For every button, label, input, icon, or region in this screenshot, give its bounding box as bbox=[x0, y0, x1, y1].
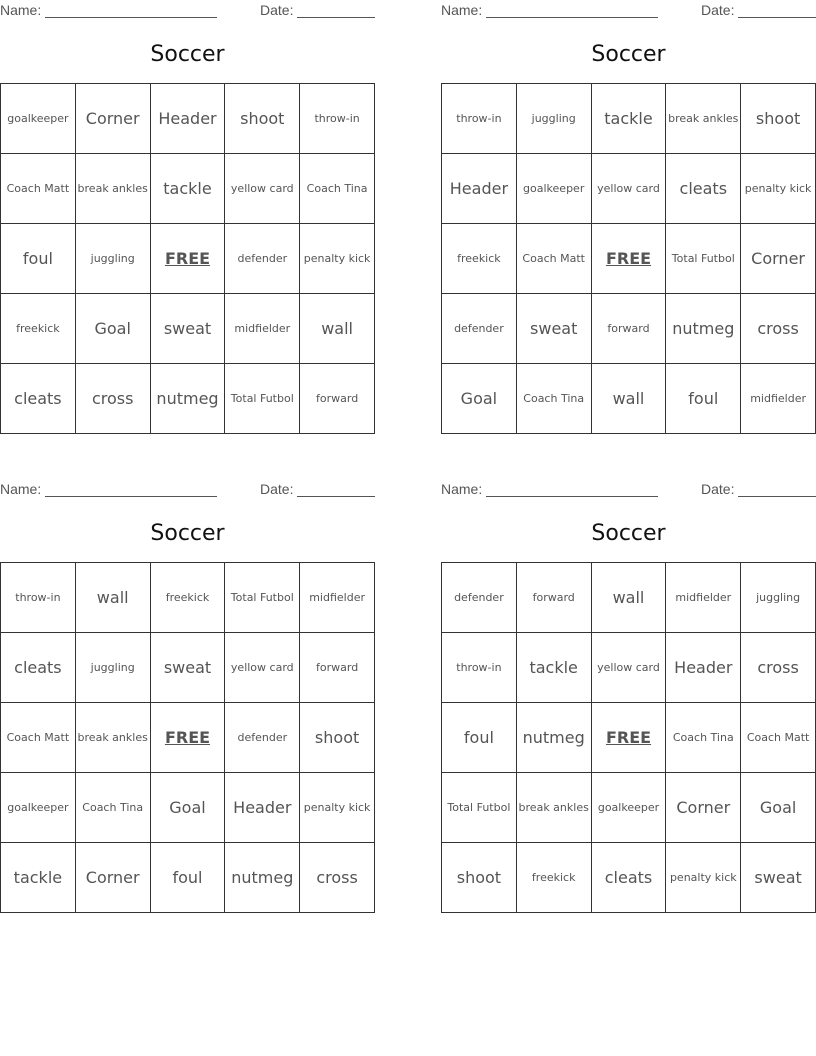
bingo-cell: Coach Tina bbox=[666, 703, 741, 773]
bingo-cell: goalkeeper bbox=[591, 773, 666, 843]
bingo-grid bbox=[0, 83, 375, 434]
name-field-line bbox=[45, 496, 217, 497]
card-title: Soccer bbox=[591, 42, 666, 67]
bingo-cell: midfielder bbox=[225, 294, 300, 364]
bingo-cell: sweat bbox=[150, 294, 225, 364]
free-space-cell: FREE bbox=[591, 224, 666, 294]
bingo-cell: nutmeg bbox=[150, 364, 225, 434]
bingo-cell: Header bbox=[666, 633, 741, 703]
date-field-line bbox=[738, 17, 816, 18]
bingo-cell: Coach Matt bbox=[1, 154, 76, 224]
bingo-cell: freekick bbox=[1, 294, 76, 364]
bingo-cell: throw-in bbox=[300, 84, 375, 154]
bingo-cell: midfielder bbox=[666, 563, 741, 633]
bingo-cell: cross bbox=[741, 633, 816, 703]
bingo-cell: foul bbox=[1, 224, 76, 294]
name-label: Name: bbox=[0, 481, 42, 497]
bingo-cell: midfielder bbox=[300, 563, 375, 633]
grid-row bbox=[1, 633, 375, 703]
name-date-row bbox=[0, 2, 375, 20]
name-date-row bbox=[441, 2, 816, 20]
bingo-cell: forward bbox=[516, 563, 591, 633]
bingo-cell: Goal bbox=[741, 773, 816, 843]
bingo-cell: Header bbox=[150, 84, 225, 154]
bingo-cell: foul bbox=[442, 703, 517, 773]
bingo-cell: Total Futbol bbox=[225, 364, 300, 434]
bingo-cell: wall bbox=[591, 364, 666, 434]
bingo-cell: nutmeg bbox=[516, 703, 591, 773]
bingo-cell: juggling bbox=[75, 633, 150, 703]
bingo-cell: nutmeg bbox=[225, 843, 300, 913]
bingo-cell: cleats bbox=[591, 843, 666, 913]
bingo-cell: sweat bbox=[150, 633, 225, 703]
bingo-cell: sweat bbox=[516, 294, 591, 364]
bingo-card-1 bbox=[0, 0, 375, 434]
bingo-cell: wall bbox=[300, 294, 375, 364]
bingo-cell: penalty kick bbox=[666, 843, 741, 913]
bingo-cell: Coach Tina bbox=[516, 364, 591, 434]
date-label: Date: bbox=[701, 481, 735, 497]
name-label: Name: bbox=[441, 481, 483, 497]
bingo-cell: tackle bbox=[516, 633, 591, 703]
date-field-line bbox=[297, 17, 375, 18]
grid-row bbox=[442, 294, 816, 364]
bingo-cell: yellow card bbox=[591, 633, 666, 703]
bingo-grid bbox=[441, 562, 816, 913]
grid-row bbox=[1, 563, 375, 633]
bingo-cell: defender bbox=[442, 563, 517, 633]
bingo-cell: Total Futbol bbox=[225, 563, 300, 633]
card-title: Soccer bbox=[150, 521, 225, 546]
date-field-line bbox=[297, 496, 375, 497]
bingo-cell: tackle bbox=[150, 154, 225, 224]
grid-row bbox=[1, 224, 375, 294]
bingo-cell: Total Futbol bbox=[666, 224, 741, 294]
name-label: Name: bbox=[441, 2, 483, 18]
bingo-cell: Goal bbox=[442, 364, 517, 434]
bingo-cell: cross bbox=[300, 843, 375, 913]
grid-row bbox=[1, 154, 375, 224]
bingo-cell: cleats bbox=[1, 364, 76, 434]
bingo-cell: Coach Matt bbox=[516, 224, 591, 294]
grid-row bbox=[442, 154, 816, 224]
free-space-cell: FREE bbox=[591, 703, 666, 773]
name-label: Name: bbox=[0, 2, 42, 18]
bingo-cell: wall bbox=[591, 563, 666, 633]
bingo-cell: Corner bbox=[741, 224, 816, 294]
bingo-cell: throw-in bbox=[442, 84, 517, 154]
grid-row bbox=[1, 773, 375, 843]
bingo-cell: forward bbox=[300, 633, 375, 703]
bingo-cell: tackle bbox=[591, 84, 666, 154]
bingo-cell: break ankles bbox=[75, 154, 150, 224]
bingo-cell: cross bbox=[741, 294, 816, 364]
bingo-grid bbox=[0, 562, 375, 913]
grid-row bbox=[442, 773, 816, 843]
free-space-cell: FREE bbox=[150, 703, 225, 773]
date-field-line bbox=[738, 496, 816, 497]
date-label: Date: bbox=[260, 481, 294, 497]
bingo-cell: shoot bbox=[225, 84, 300, 154]
bingo-cell: Goal bbox=[75, 294, 150, 364]
bingo-cell: yellow card bbox=[225, 154, 300, 224]
bingo-cell: Header bbox=[225, 773, 300, 843]
bingo-cell: forward bbox=[300, 364, 375, 434]
bingo-cell: throw-in bbox=[1, 563, 76, 633]
bingo-cell: Coach Tina bbox=[75, 773, 150, 843]
bingo-cell: foul bbox=[150, 843, 225, 913]
bingo-cell: shoot bbox=[300, 703, 375, 773]
card-title: Soccer bbox=[150, 42, 225, 67]
date-label: Date: bbox=[260, 2, 294, 18]
bingo-card-4 bbox=[441, 479, 816, 913]
bingo-cell: throw-in bbox=[442, 633, 517, 703]
bingo-cell: break ankles bbox=[666, 84, 741, 154]
grid-row bbox=[1, 84, 375, 154]
card-title: Soccer bbox=[591, 521, 666, 546]
bingo-cell: freekick bbox=[442, 224, 517, 294]
bingo-cell: penalty kick bbox=[741, 154, 816, 224]
bingo-cell: goalkeeper bbox=[1, 773, 76, 843]
grid-row bbox=[442, 84, 816, 154]
bingo-cell: goalkeeper bbox=[1, 84, 76, 154]
bingo-cell: shoot bbox=[741, 84, 816, 154]
date-label: Date: bbox=[701, 2, 735, 18]
bingo-cell: cross bbox=[75, 364, 150, 434]
bingo-cell: juggling bbox=[75, 224, 150, 294]
bingo-cell: penalty kick bbox=[300, 224, 375, 294]
bingo-cell: break ankles bbox=[516, 773, 591, 843]
name-field-line bbox=[486, 17, 658, 18]
name-date-row bbox=[441, 481, 816, 499]
grid-row bbox=[1, 843, 375, 913]
bingo-cell: midfielder bbox=[741, 364, 816, 434]
bingo-cell: Total Futbol bbox=[442, 773, 517, 843]
grid-row bbox=[1, 364, 375, 434]
bingo-cell: juggling bbox=[741, 563, 816, 633]
free-space-cell: FREE bbox=[150, 224, 225, 294]
bingo-cell: Coach Matt bbox=[741, 703, 816, 773]
bingo-cell: freekick bbox=[150, 563, 225, 633]
bingo-cell: freekick bbox=[516, 843, 591, 913]
bingo-card-3 bbox=[0, 479, 375, 913]
bingo-cell: Corner bbox=[75, 843, 150, 913]
bingo-cell: forward bbox=[591, 294, 666, 364]
bingo-cell: yellow card bbox=[591, 154, 666, 224]
bingo-cell: penalty kick bbox=[300, 773, 375, 843]
grid-row bbox=[442, 563, 816, 633]
bingo-cell: Header bbox=[442, 154, 517, 224]
bingo-cell: Corner bbox=[666, 773, 741, 843]
bingo-cell: wall bbox=[75, 563, 150, 633]
bingo-grid bbox=[441, 83, 816, 434]
bingo-cell: foul bbox=[666, 364, 741, 434]
bingo-card-2 bbox=[441, 0, 816, 434]
name-field-line bbox=[45, 17, 217, 18]
bingo-cell: cleats bbox=[1, 633, 76, 703]
bingo-cell: juggling bbox=[516, 84, 591, 154]
name-date-row bbox=[0, 481, 375, 499]
bingo-cell: defender bbox=[225, 224, 300, 294]
grid-row bbox=[442, 633, 816, 703]
bingo-cell: Coach Tina bbox=[300, 154, 375, 224]
bingo-cell: defender bbox=[442, 294, 517, 364]
name-field-line bbox=[486, 496, 658, 497]
grid-row bbox=[442, 224, 816, 294]
bingo-cell: cleats bbox=[666, 154, 741, 224]
bingo-cell: goalkeeper bbox=[516, 154, 591, 224]
bingo-cell: yellow card bbox=[225, 633, 300, 703]
bingo-cell: sweat bbox=[741, 843, 816, 913]
grid-row bbox=[1, 703, 375, 773]
grid-row bbox=[442, 703, 816, 773]
bingo-cell: Coach Matt bbox=[1, 703, 76, 773]
bingo-cell: Corner bbox=[75, 84, 150, 154]
bingo-cell: tackle bbox=[1, 843, 76, 913]
bingo-cell: shoot bbox=[442, 843, 517, 913]
grid-row bbox=[1, 294, 375, 364]
bingo-cell: break ankles bbox=[75, 703, 150, 773]
bingo-cell: Goal bbox=[150, 773, 225, 843]
grid-row bbox=[442, 843, 816, 913]
grid-row bbox=[442, 364, 816, 434]
bingo-cell: nutmeg bbox=[666, 294, 741, 364]
bingo-cell: defender bbox=[225, 703, 300, 773]
